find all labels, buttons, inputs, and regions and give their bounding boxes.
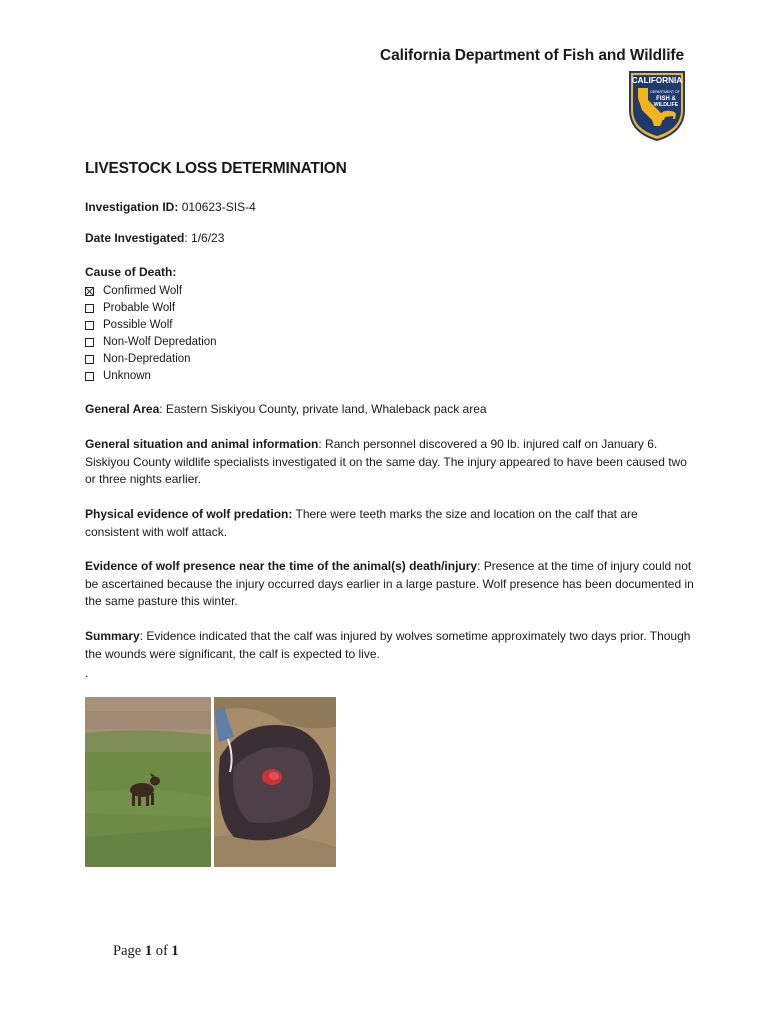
checkbox-icon[interactable] [85,321,94,330]
cause-option-non-depredation[interactable] [85,351,217,368]
trailing-period: . [85,666,89,680]
cause-option-unknown[interactable] [85,368,217,385]
date-value: : 1/6/23 [184,231,225,245]
checkbox-checked-icon[interactable] [85,287,94,296]
summary-text: : Evidence indicated that the calf was injured by wolves sometime approximately two days prior. Though the wounds were significant, the calf is expected to live. [85,629,691,661]
wolf-presence-paragraph [85,558,695,611]
investigation-id-value: 010623-SIS-4 [181,200,256,214]
cause-option-label: Non-Wolf Depredation [103,336,217,348]
logo-text-main-2: WILDLIFE [653,102,679,108]
general-area-text: : Eastern Siskiyou County, private land, Whaleback pack area [159,402,487,416]
summary-paragraph [85,628,695,663]
physical-evidence-text: There were teeth marks the size and location on the calf that are consistent with wolf attack. [85,507,638,539]
footer-of-word: of [155,943,168,959]
date-label: Date Investigated [85,231,185,245]
general-situation-paragraph [85,436,695,489]
date-investigated-line [85,231,224,245]
page-footer [113,943,179,960]
cause-of-death-label: Cause of Death: [85,265,177,279]
checkbox-icon[interactable] [85,372,94,381]
logo-text-main-1: FISH & [656,96,676,102]
wolf-presence-label: Evidence of wolf presence near the time of the animal(s) death/injury [85,559,478,573]
cause-option-confirmed-wolf[interactable] [85,283,217,300]
organization-name: California Department of Fish and Wildlife [380,47,684,64]
general-area-paragraph [85,401,695,419]
photo-injured-calf [214,697,336,867]
checkbox-icon[interactable] [85,304,94,313]
cause-option-label: Confirmed Wolf [103,285,183,297]
physical-evidence-paragraph [85,506,695,541]
summary-label: Summary [85,629,140,643]
investigation-id-line [85,200,256,214]
cause-option-possible-wolf[interactable] [85,317,217,334]
cdfw-badge-logo [628,70,686,142]
checkbox-icon[interactable] [85,355,94,364]
footer-page-word: Page [113,943,142,959]
general-area-label: General Area [85,402,160,416]
general-situation-label: General situation and animal information [85,437,319,451]
cause-option-probable-wolf[interactable] [85,300,217,317]
cause-option-label: Probable Wolf [103,302,176,314]
wolf-presence-text: : Presence at the time of injury could not be ascertained because the injury occurred days earlier in a large pasture. Wolf presence has been documented in the same pasture this winter. [85,559,694,608]
logo-text-top: CALIFORNIA [631,76,683,85]
cause-option-label: Unknown [103,370,151,382]
document-title: LIVESTOCK LOSS DETERMINATION [85,160,347,177]
general-situation-text: : Ranch personnel discovered a 90 lb. injured calf on January 6. Siskiyou County wildlife specialists investigated it on the same day. The injury appeared to have been caused two or three nights earlier. [85,437,687,486]
cause-option-non-wolf-depredation[interactable] [85,334,217,351]
investigation-id-label: Investigation ID: [85,200,179,214]
footer-page-total: 1 [171,943,179,959]
photo-calf-in-pasture [85,697,211,867]
footer-page-number: 1 [144,943,153,959]
logo-text-small: DEPARTMENT OF [650,90,680,94]
cause-option-label: Possible Wolf [103,319,173,331]
cause-option-label: Non-Depredation [103,353,191,365]
cause-of-death-options [85,283,217,385]
physical-evidence-label: Physical evidence of wolf predation: [85,507,293,521]
checkbox-icon[interactable] [85,338,94,347]
